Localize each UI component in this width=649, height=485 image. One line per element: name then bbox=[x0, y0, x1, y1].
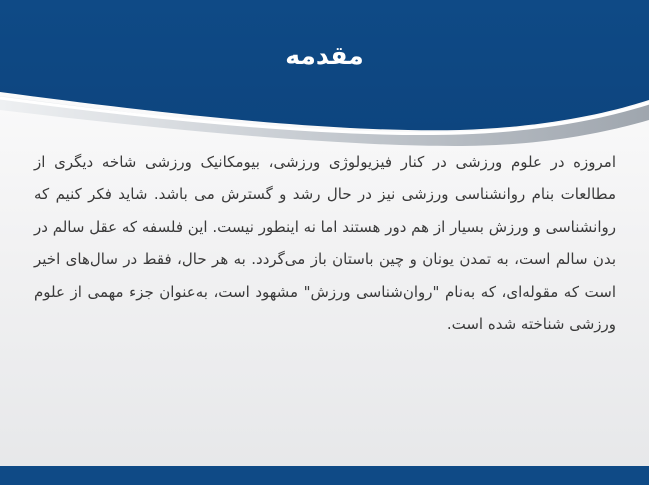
header-banner bbox=[0, 0, 649, 150]
slide-title: مقدمه bbox=[285, 41, 364, 70]
slide-body-text: امروزه در علوم ورزشی در کنار فیزیولوژی ورزشی، بیومکانیک ورزشی شاخه دیگری از مطالعات بنام روانشناسی ورزشی نیز در حال رشد و گسترش می باشد. شاید فکر کنیم که روانشناسی و ورزش بسیار از هم دور هستند اما نه اینطور نیست. این فلسفه که عقل سالم در بدن سالم است، به تمدن یونان و چین باستان باز می‌گردد. به هر حال، فقط در سال‌های اخیر است که مقوله‌ای، که به‌نام "روان‌شناسی ورزش" مشهود است، به‌عنوان جزء مهمی از علوم ورزشی شناخته شده است. bbox=[34, 153, 616, 334]
footer-bar bbox=[0, 466, 649, 485]
